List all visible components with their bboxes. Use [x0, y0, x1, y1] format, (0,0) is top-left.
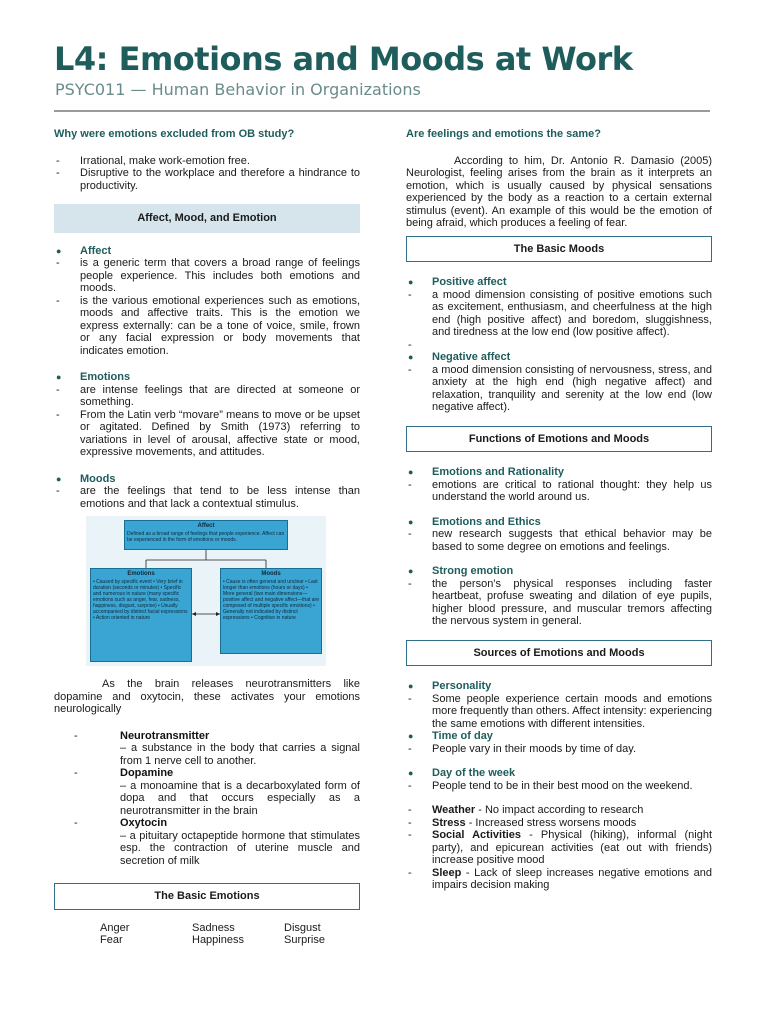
- bullet-heading: ● Emotions and Rationality: [408, 466, 565, 478]
- section-box: Sources of Emotions and Moods: [406, 640, 712, 667]
- emotion-word: Happiness: [192, 934, 244, 946]
- section-box: The Basic Emotions: [54, 883, 360, 910]
- basic-emotions-grid: [54, 922, 360, 947]
- definition-item: - Neurotransmitter – a substance in the body that carries a signal from 1 nerve cell to another.: [74, 729, 360, 767]
- diagram-affect-box: Affect Defined as a broad range of feelings that people experience. Affect can be experienced in the form of emotions or moods.: [124, 520, 288, 550]
- list-item: - the person’s physical responses including faster heartbeat, profuse sweating and dilation of eye pupils, higher blood pressure, and muscular tremors affecting the nervous system in general.: [408, 577, 712, 627]
- bullet-heading: ● Strong emotion: [408, 565, 514, 577]
- emotion-word: Surprise: [284, 934, 325, 946]
- right-column: [406, 128, 712, 892]
- source-item: - Social Activities - Physical (hiking), informal (night party), and epicurean activities (eat out with friends) increase positive mood: [408, 829, 712, 866]
- paragraph: According to him, Dr. Antonio R. Damasio (2005) Neurologist, feeling arises from the brain as it interprets an emotion, which is usually caused by physical sensations experienced by the body as a reaction to a certain external stimulus (event). An example of this would be the emotion of being afraid, which produces a feeling of fear.: [406, 154, 712, 229]
- bullet-heading: ● Emotions: [56, 371, 131, 383]
- section-box: Affect, Mood, and Emotion: [54, 204, 360, 233]
- bullet-heading: ● Time of day: [408, 730, 493, 742]
- left-column: [54, 128, 360, 947]
- question-heading: Are feelings and emotions the same?: [406, 128, 601, 140]
- page-subtitle: PSYC011 — Human Behavior in Organizations: [55, 80, 421, 99]
- list-item: - People vary in their moods by time of day.: [408, 742, 637, 755]
- list-item: - a mood dimension consisting of nervousness, stress, and anxiety at the high end (high negative affect) and relaxation, tranquility and serenity at the low end (low negative affect).: [408, 363, 712, 413]
- section-box: The Basic Moods: [406, 236, 712, 263]
- list-item: - are intense feelings that are directed at someone or something.: [56, 383, 360, 408]
- bullet-heading: ● Negative affect: [408, 351, 511, 363]
- list-item: - a mood dimension consisting of positive emotions such as excitement, enthusiasm, and cheerfulness at the high end (high positive affect) and boredom, sluggishness, and tiredness at the low end (low positive affect).: [408, 288, 712, 338]
- bullet-heading: ● Personality: [408, 680, 492, 692]
- list-item: - are the feelings that tend to be less intense than emotions and that lack a contextual stimulus.: [56, 485, 360, 510]
- diagram-moods-box: Moods • Cause is often general and unclear • Last longer than emotions (hours or days) • More general (two main dimensions—positive affect and negative affect—that are composed of multiple specific emotions) • Generally not indicated by distinct expressions • Cognitive in nature: [220, 568, 322, 654]
- list-item: - Disruptive to the workplace and therefore a hindrance to productivity.: [56, 167, 360, 192]
- definition-item: - Oxytocin – a pituitary octapeptide hormone that stimulates esp. the contraction of uterine muscle and secretion of milk: [74, 817, 360, 867]
- bullet-heading: ● Day of the week: [408, 767, 516, 779]
- source-item: - Sleep - Lack of sleep increases negative emotions and impairs decision making: [408, 866, 712, 891]
- list-item: - From the Latin verb “movare” means to move or be upset or agitated. Defined by Smith (1973) referring to variations in level of arousal, affective state or mood, expressive movements, and attitudes.: [56, 408, 360, 458]
- list-item: - is the various emotional experiences such as emotions, moods and affective traits. This is the emotion we express externally: can be a tone of voice, smile, frown or any facial expression or body movements that indicates emotion.: [56, 294, 360, 357]
- section-box: Functions of Emotions and Moods: [406, 426, 712, 453]
- diagram-emotions-box: Emotions • Caused by specific event • Very brief in duration (seconds or minutes) • Specific and numerous in nature (many specific emotions such as anger, fear, sadness, happiness, disgust, surprise) • Usually accompanied by distinct facial expressions • Action oriented in nature: [90, 568, 192, 662]
- bullet-heading: ● Affect: [56, 244, 112, 257]
- emotion-word: Disgust: [284, 921, 321, 934]
- bullet-heading: ● Positive affect: [408, 276, 507, 288]
- list-item: - Irrational, make work-emotion free.: [56, 154, 250, 167]
- paragraph: As the brain releases neurotransmitters like dopamine and oxytocin, these activates your emotions neurologically: [54, 678, 360, 715]
- list-item: - new research suggests that ethical behavior may be based to some degree on emotions and feelings.: [408, 528, 712, 553]
- emotion-word: Anger: [100, 921, 130, 934]
- list-item: - People tend to be in their best mood on the weekend.: [408, 779, 693, 792]
- list-item: - is a generic term that covers a broad range of feelings people experience. This includes both emotions and moods.: [56, 257, 360, 294]
- list-item: -: [408, 338, 412, 351]
- source-item: - Weather - No impact according to research: [408, 804, 644, 816]
- definition-item: - Dopamine – a monoamine that is a decarboxylated form of dopa and that occurs especially as a neurotransmitter in the brain: [74, 767, 360, 817]
- bullet-heading: ● Moods: [56, 472, 116, 485]
- source-item: - Stress - Increased stress worsens moods: [408, 816, 637, 829]
- list-item: - emotions are critical to rational thought: they help us understand the world around us.: [408, 478, 712, 503]
- emotion-word: Sadness: [192, 921, 235, 934]
- emotion-word: Fear: [100, 934, 123, 946]
- header-divider: [54, 110, 710, 112]
- list-item: - Some people experience certain moods and emotions more frequently than others. Affect intensity: experiencing the same emotions with different intensities.: [408, 692, 712, 730]
- bullet-heading: ● Emotions and Ethics: [408, 515, 541, 528]
- page-title: L4: Emotions and Moods at Work: [54, 40, 633, 78]
- question-heading: Why were emotions excluded from OB study?: [54, 128, 295, 140]
- affect-diagram: [86, 516, 326, 666]
